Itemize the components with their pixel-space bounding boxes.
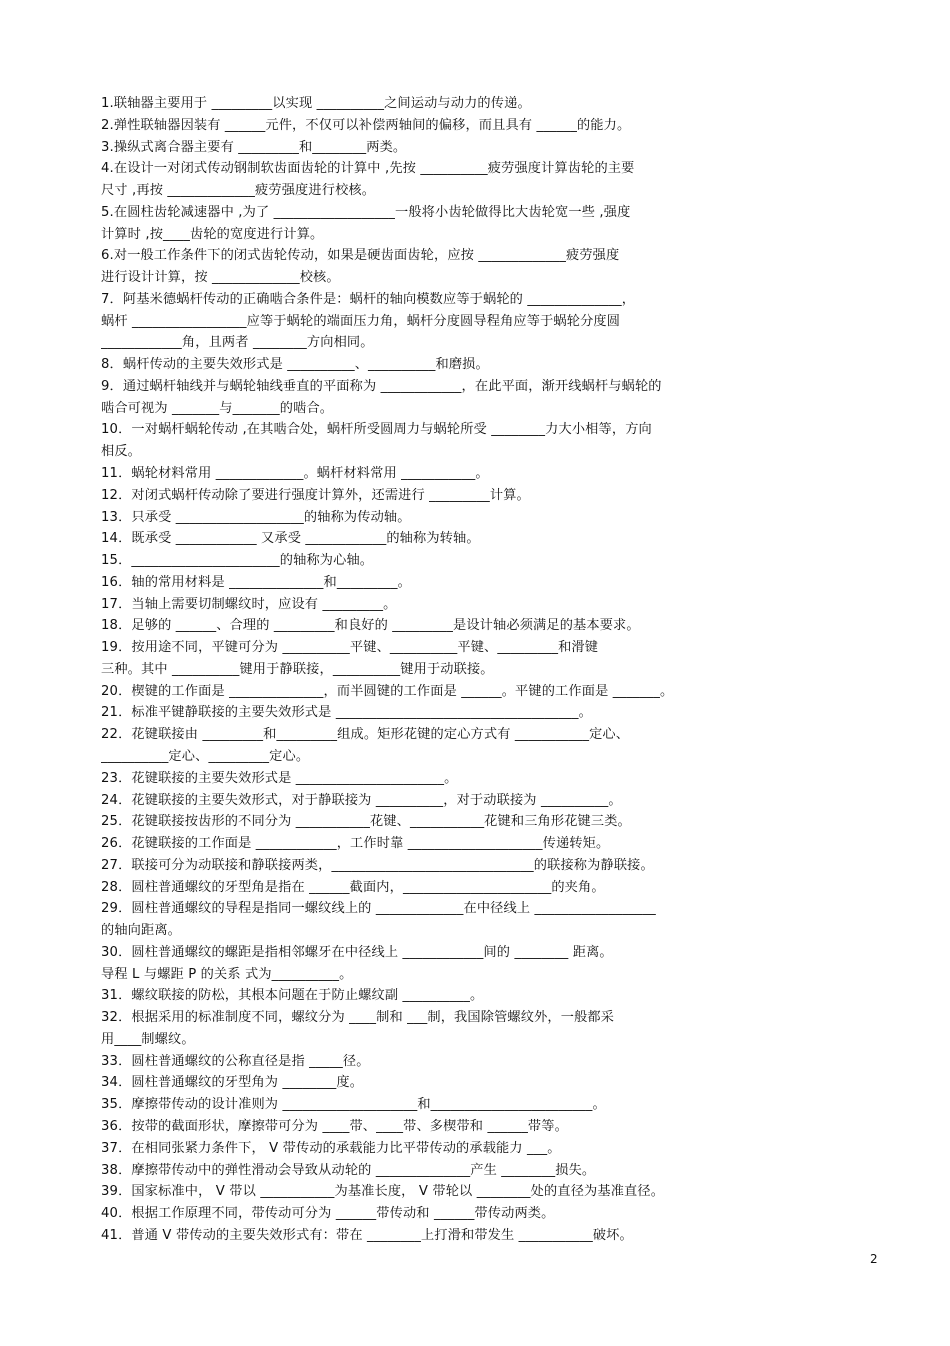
text-line: 25．花键联接按齿形的不同分为 ___________花键、___________花键和三角形花键三类。 [101,814,631,830]
text-line: 6.对一般工作条件下的闭式齿轮传动，如果是硬齿面齿轮，应按 _____________疲劳强度 [101,248,620,264]
text-line: 3.操纵式离合器主要有 _________和________两类。 [101,139,407,155]
text-line: 32．根据采用的标准制度不同，螺纹分为 ____制和 ___制，我国除管螺纹外，一般都采 [101,1010,615,1026]
question-list [101,93,801,1247]
text-line: 18．足够的 ______、合理的 _________和良好的 _________是设计轴必须满足的基本要求。 [101,618,640,634]
text-line: 7．阿基米德蜗杆传动的正确啮合条件是：蜗杆的轴向模数应等于蜗轮的 ______________， [101,291,636,307]
text-line: 19．按用途不同，平键可分为 __________平键、__________平键、_________和滑键 [101,640,599,656]
text-line: 37．在相同张紧力条件下， V 带传动的承载能力比平带传动的承载能力 ___。 [101,1140,561,1156]
text-line: 30．圆柱普通螺纹的螺距是指相邻螺牙在中径线上 ____________间的 ________ 距离。 [101,944,613,960]
text-line: 20．楔键的工作面是 ______________，而半圆键的工作面是 ______。平键的工作面是 _______。 [101,683,674,699]
text-line: 38．摩擦带传动中的弹性滑动会导致从动轮的 ______________产生 ________损失。 [101,1162,596,1178]
text-line: 2.弹性联轴器因装有 ______元件，不仅可以补偿两轴间的偏移，而且具有 ______的能力。 [101,117,631,133]
text-line: 进行设计计算，按 _____________校核。 [101,270,340,286]
text-line: 34．圆柱普通螺纹的牙型角为 ________度。 [101,1075,364,1091]
text-line: 41．普通 V 带传动的主要失效形式有：带在 ________上打滑和带发生 ___________破坏。 [101,1227,633,1243]
text-line: 39．国家标准中， V 带以 ___________为基准长度， V 带轮以 ________处的直径为基准直径。 [101,1184,665,1200]
text-line: 9．通过蜗杆轴线并与蜗轮轴线垂直的平面称为 ____________，在此平面，渐开线蜗杆与蜗轮的 [101,378,662,394]
text-line: 用____制螺纹。 [101,1031,195,1047]
text-line: 1.联轴器主要用于 _________以实现 __________之间运动与动力的传递。 [101,96,531,111]
text-line: 35．摩擦带传动的设计准则为 ____________________和________________________。 [101,1097,606,1113]
text-line: 27．联接可分为动联接和静联接两类，______________________________的联接称为静联接。 [101,857,654,873]
text-line: 23．花键联接的主要失效形式是 ______________________。 [101,770,458,786]
text-line: 24．花键联接的主要失效形式，对于静联接为 __________，对于动联接为 __________。 [101,792,622,808]
text-line: 计算时 ,按____齿轮的宽度进行计算。 [101,226,324,242]
text-line: 22．花键联接由 _________和_________组成。矩形花键的定心方式有 ___________定心、 [101,727,630,743]
text-line: 导程 L 与螺距 P 的关系 式为__________。 [101,966,353,982]
text-line: 21．标准平键静联接的主要失效形式是 ____________________________________。 [101,705,592,721]
text-line: 29．圆柱普通螺纹的导程是指同一螺纹线上的 _____________在中径线上 __________________ [101,901,656,917]
text-line: 蜗杆 _________________应等于蜗轮的端面压力角，蜗杆分度圆导程角应等于蜗轮分度圆 [101,313,621,329]
text-line: 28．圆柱普通螺纹的牙型角是指在 ______截面内，______________________的夹角。 [101,879,605,895]
text-line: 16．轴的常用材料是 ______________和_________。 [101,574,411,590]
text-line: 15．______________________的轴称为心轴。 [101,553,374,569]
text-line: 11．蜗轮材料常用 _____________。蜗杆材料常用 ___________。 [101,466,489,482]
text-line: 31．螺纹联接的防松，其根本问题在于防止螺纹副 __________。 [101,988,484,1004]
text-line: ____________角，且两者 ________方向相同。 [101,335,374,351]
text-line: 13．只承受 ___________________的轴称为传动轴。 [101,509,411,525]
text-line: 36．按带的截面形状，摩擦带可分为 ____带、____带、多楔带和 ______带等。 [101,1118,568,1134]
page-number: 2 [870,1252,878,1266]
text-line: 尺寸 ,再按 _____________疲劳强度进行校核。 [101,183,376,199]
text-line: 啮合可视为 _______与_______的啮合。 [101,400,334,416]
text-line: 40．根据工作原理不同，带传动可分为 ______带传动和 ______带传动两类。 [101,1206,555,1222]
text-line: 12．对闭式蜗杆传动除了要进行强度计算外，还需进行 _________计算。 [101,487,530,503]
text-line: 14．既承受 ____________ 又承受 ____________的轴称为转轴。 [101,531,480,547]
text-line: 10．一对蜗杆蜗轮传动 ,在其啮合处，蜗杆所受圆周力与蜗轮所受 ________力大小相等，方向 [101,422,652,438]
text-line: 5.在圆柱齿轮减速器中 ,为了 __________________一般将小齿轮做得比大齿轮宽一些 ,强度 [101,204,631,220]
text-line: 26．花键联接的工作面是 ____________，工作时靠 ____________________传递转矩。 [101,836,610,852]
text-line: 4.在设计一对闭式传动钢制软齿面齿轮的计算中 ,先按 __________疲劳强度计算齿轮的主要 [101,161,635,177]
text-line: 的轴向距离。 [101,923,182,939]
text-line: 33．圆柱普通螺纹的公称直径是指 _____径。 [101,1053,370,1069]
text-line: 17．当轴上需要切制螺纹时，应设有 _________。 [101,596,397,612]
text-line: __________定心、_________定心。 [101,748,310,764]
text-line: 三种。其中 __________键用于静联接，__________键用于动联接。 [101,661,494,677]
text-line: 相反。 [101,444,142,460]
text-line: 8．蜗杆传动的主要失效形式是 __________、__________和磨损。 [101,357,489,373]
